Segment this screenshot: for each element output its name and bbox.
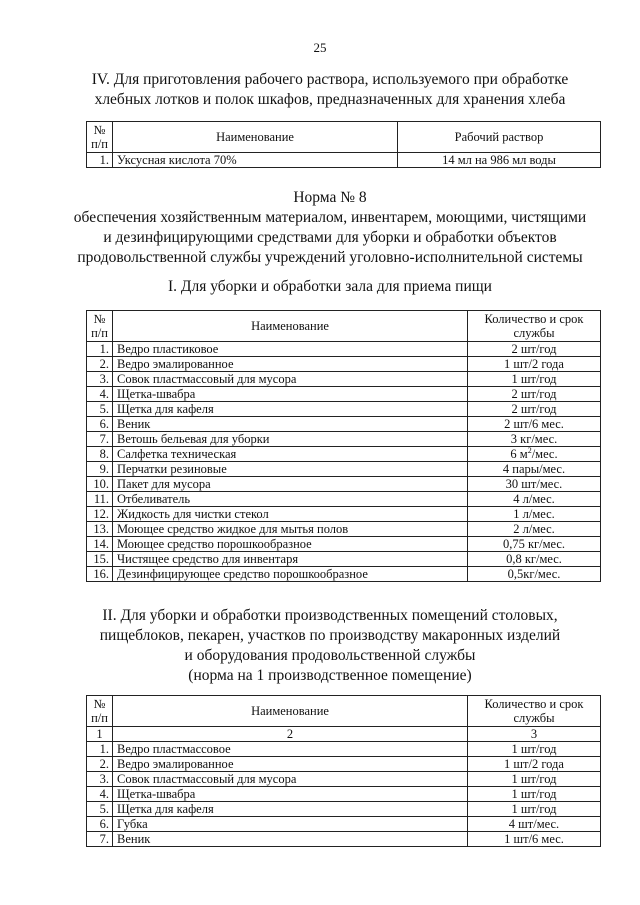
row-num: 5.: [87, 802, 113, 817]
row-num: 8.: [87, 447, 113, 462]
row-num: 5.: [87, 402, 113, 417]
row-name: Ветошь бельевая для уборки: [113, 432, 468, 447]
row-name: Щетка для кафеля: [113, 402, 468, 417]
row-num: 10.: [87, 477, 113, 492]
table-row: [87, 372, 601, 387]
row-value: 4 шт/мес.: [468, 817, 601, 832]
row-value: 6 $м^2$/мес.: [468, 447, 601, 462]
row-name: Веник: [113, 417, 468, 432]
row-value: 0,5кг/мес.: [468, 567, 601, 582]
table-row: [87, 357, 601, 372]
table-row: [87, 462, 601, 477]
row-num: 1.: [87, 742, 113, 757]
row-name: Ведро пластмассовое: [113, 742, 468, 757]
row-name: Пакет для мусора: [113, 477, 468, 492]
norm-block: [60, 188, 600, 268]
row-name: Ведро пластиковое: [113, 342, 468, 357]
row-name: Совок пластмассовый для мусора: [113, 372, 468, 387]
table-row: [87, 402, 601, 417]
row-name: Щетка-швабра: [113, 387, 468, 402]
row-name: Ведро эмалированное: [113, 757, 468, 772]
row-value: 1 л/мес.: [468, 507, 601, 522]
row-name: Щетка-швабра: [113, 787, 468, 802]
row-value: 3 кг/мес.: [468, 432, 601, 447]
row-value: 1 шт/год: [468, 802, 601, 817]
row-name: Веник: [113, 832, 468, 847]
row-name: Моющее средство порошкообразное: [113, 537, 468, 552]
row-value: 1 шт/2 года: [468, 757, 601, 772]
row-name: Жидкость для чистки стекол: [113, 507, 468, 522]
row-num: 1.: [87, 153, 113, 168]
row-value: 2 шт/6 мес.: [468, 417, 601, 432]
table-row: [87, 507, 601, 522]
row-num: 3.: [87, 372, 113, 387]
row-num: 1.: [87, 342, 113, 357]
section2-heading-line: пищеблоков, пекарен, участков по производству макаронных изделий: [99, 627, 561, 644]
table-row: [87, 477, 601, 492]
row-num: 6.: [87, 417, 113, 432]
section4-table: [86, 121, 601, 168]
table-row: [87, 153, 601, 168]
row-value: 4 л/мес.: [468, 492, 601, 507]
row-num: 2.: [87, 757, 113, 772]
table-header-row: [87, 696, 601, 727]
norm-line: продовольственной службы учреждений уголовно-исполнительной системы: [77, 249, 583, 266]
row-num: 13.: [87, 522, 113, 537]
row-value: 1 шт/2 года: [468, 357, 601, 372]
norm-line: и дезинфицирующими средствами для уборки и обработки объектов: [103, 229, 557, 246]
section2-heading: [60, 606, 600, 686]
section1-table: [86, 310, 601, 582]
row-num: 11.: [87, 492, 113, 507]
row-num: 14.: [87, 537, 113, 552]
row-name: Уксусная кислота 70%: [113, 153, 398, 168]
row-name: Перчатки резиновые: [113, 462, 468, 477]
row-num: 2.: [87, 357, 113, 372]
table-row: [87, 832, 601, 847]
row-name: Дезинфицирующее средство порошкообразное: [113, 567, 468, 582]
table-row: [87, 522, 601, 537]
row-value: 1 шт/год: [468, 372, 601, 387]
row-num: 15.: [87, 552, 113, 567]
row-name: Моющее средство жидкое для мытья полов: [113, 522, 468, 537]
row-value: 1 шт/год: [468, 787, 601, 802]
row-value: 1 шт/год: [468, 772, 601, 787]
colnum-1: 1: [87, 727, 113, 742]
row-value: 30 шт/мес.: [468, 477, 601, 492]
header-value: Количество и срок службы: [468, 696, 601, 727]
row-name: Отбеливатель: [113, 492, 468, 507]
section4-heading-line: IV. Для приготовления рабочего раствора, используемого при обработке: [91, 71, 569, 88]
header-num: № п/п: [87, 311, 113, 342]
table-row: [87, 537, 601, 552]
row-num: 4.: [87, 787, 113, 802]
table-row: [87, 387, 601, 402]
table-header-row: [87, 311, 601, 342]
table-row: [87, 802, 601, 817]
row-num: 7.: [87, 432, 113, 447]
row-value: 2 шт/год: [468, 342, 601, 357]
table-row: [87, 447, 601, 462]
table-row: [87, 742, 601, 757]
header-num: № п/п: [87, 696, 113, 727]
table-row: [87, 757, 601, 772]
row-num: 4.: [87, 387, 113, 402]
table-row: [87, 342, 601, 357]
table-row: [87, 817, 601, 832]
row-value: 2 л/мес.: [468, 522, 601, 537]
section4-heading: [60, 70, 600, 110]
table-row: [87, 417, 601, 432]
header-num: № п/п: [87, 122, 113, 153]
section2-heading-line: II. Для уборки и обработки производственных помещений столовых,: [102, 607, 558, 624]
row-num: 7.: [87, 832, 113, 847]
table-row: [87, 772, 601, 787]
row-name: Чистящее средство для инвентаря: [113, 552, 468, 567]
section2-heading-line: (норма на 1 производственное помещение): [188, 667, 472, 684]
row-value: 0,75 кг/мес.: [468, 537, 601, 552]
table-row: [87, 567, 601, 582]
row-name: Салфетка техническая: [113, 447, 468, 462]
column-number-row: [87, 727, 601, 742]
norm-line: обеспечения хозяйственным материалом, инвентарем, моющими, чистящими: [73, 209, 587, 226]
table-row: [87, 552, 601, 567]
row-name: Ведро эмалированное: [113, 357, 468, 372]
table-row: [87, 432, 601, 447]
row-value: 0,8 кг/мес.: [468, 552, 601, 567]
row-value: 2 шт/год: [468, 387, 601, 402]
row-num: 3.: [87, 772, 113, 787]
section4-heading-line: хлебных лотков и полок шкафов, предназначенных для хранения хлеба: [94, 91, 566, 108]
row-num: 12.: [87, 507, 113, 522]
row-num: 9.: [87, 462, 113, 477]
row-name: Щетка для кафеля: [113, 802, 468, 817]
section2-heading-line: и оборудования продовольственной службы: [184, 647, 476, 664]
table-row: [87, 787, 601, 802]
table-row: [87, 492, 601, 507]
colnum-2: 2: [113, 727, 468, 742]
row-name: Совок пластмассовый для мусора: [113, 772, 468, 787]
page-number: 25: [313, 40, 327, 55]
row-value: 4 пары/мес.: [468, 462, 601, 477]
row-name: Губка: [113, 817, 468, 832]
section1-heading: I. Для уборки и обработки зала для приема пищи: [168, 278, 492, 295]
section2-table: [86, 695, 601, 847]
header-value: Количество и срок службы: [468, 311, 601, 342]
header-value: Рабочий раствор: [398, 122, 601, 153]
row-value: 2 шт/год: [468, 402, 601, 417]
row-value: 14 мл на 986 мл воды: [398, 153, 601, 168]
row-num: 6.: [87, 817, 113, 832]
row-num: 16.: [87, 567, 113, 582]
header-name: Наименование: [113, 122, 398, 153]
norm-title: Норма № 8: [293, 189, 367, 206]
header-name: Наименование: [113, 311, 468, 342]
header-name: Наименование: [113, 696, 468, 727]
table-header-row: [87, 122, 601, 153]
row-value: 1 шт/6 мес.: [468, 832, 601, 847]
row-value: 1 шт/год: [468, 742, 601, 757]
colnum-3: 3: [468, 727, 601, 742]
